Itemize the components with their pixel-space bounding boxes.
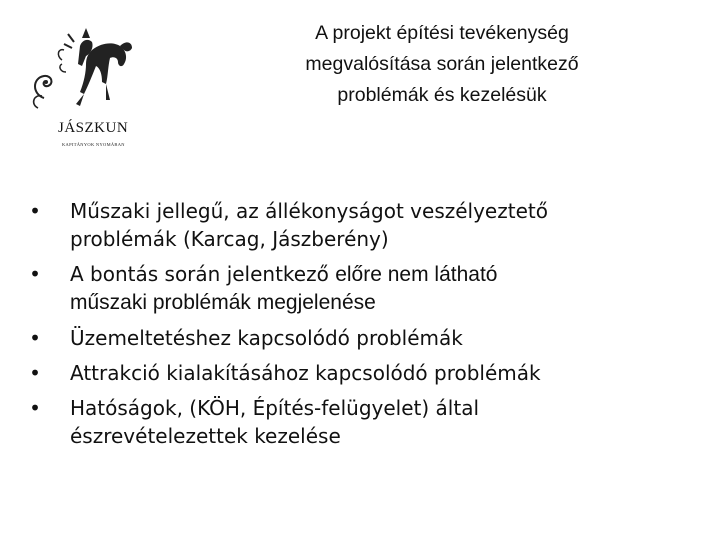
bullet-text: műszaki problémák megjelenése: [70, 291, 376, 314]
bullet-marker: •: [29, 199, 41, 223]
bullet-marker: •: [29, 396, 41, 420]
bullet-item: [26, 359, 696, 387]
bullet-list: [26, 197, 696, 457]
horse-rider-emblem-icon: [22, 20, 162, 120]
bullet-text: észrevételezettek kezelése: [70, 424, 341, 448]
bullet-item: [26, 197, 696, 253]
jaszkun-logo: [22, 20, 162, 147]
slide-title: [222, 18, 662, 111]
bullet-text: Műszaki jellegű, az állékonyságot veszélyeztető: [70, 199, 548, 223]
bullet-item: [26, 324, 696, 352]
bullet-marker: •: [29, 361, 41, 385]
bullet-item: [26, 394, 696, 450]
title-line: A projekt építési tevékenység: [315, 22, 569, 44]
logo-tagline: KAPITÁNYOK NYOMÁBAN: [62, 142, 125, 147]
title-line: problémák és kezelésük: [337, 84, 547, 106]
bullet-marker: •: [29, 326, 41, 350]
bullet-text-part: A bontás során jelentkező: [70, 262, 336, 286]
bullet-text: problémák (Karcag, Jászberény): [70, 227, 389, 251]
bullet-text: Hatóságok, (KÖH, Építés-felügyelet) által: [70, 396, 480, 420]
title-line: megvalósítása során jelentkező: [305, 53, 579, 75]
bullet-item: [26, 260, 696, 317]
bullet-marker: •: [29, 262, 41, 286]
logo-name: JÁSZKUN: [58, 120, 129, 136]
bullet-text: [70, 260, 696, 289]
bullet-text: Attrakció kialakításához kapcsolódó problémák: [70, 361, 541, 385]
bullet-text-part: előre nem látható: [335, 263, 498, 286]
bullet-text: Üzemeltetéshez kapcsolódó problémák: [70, 326, 463, 350]
